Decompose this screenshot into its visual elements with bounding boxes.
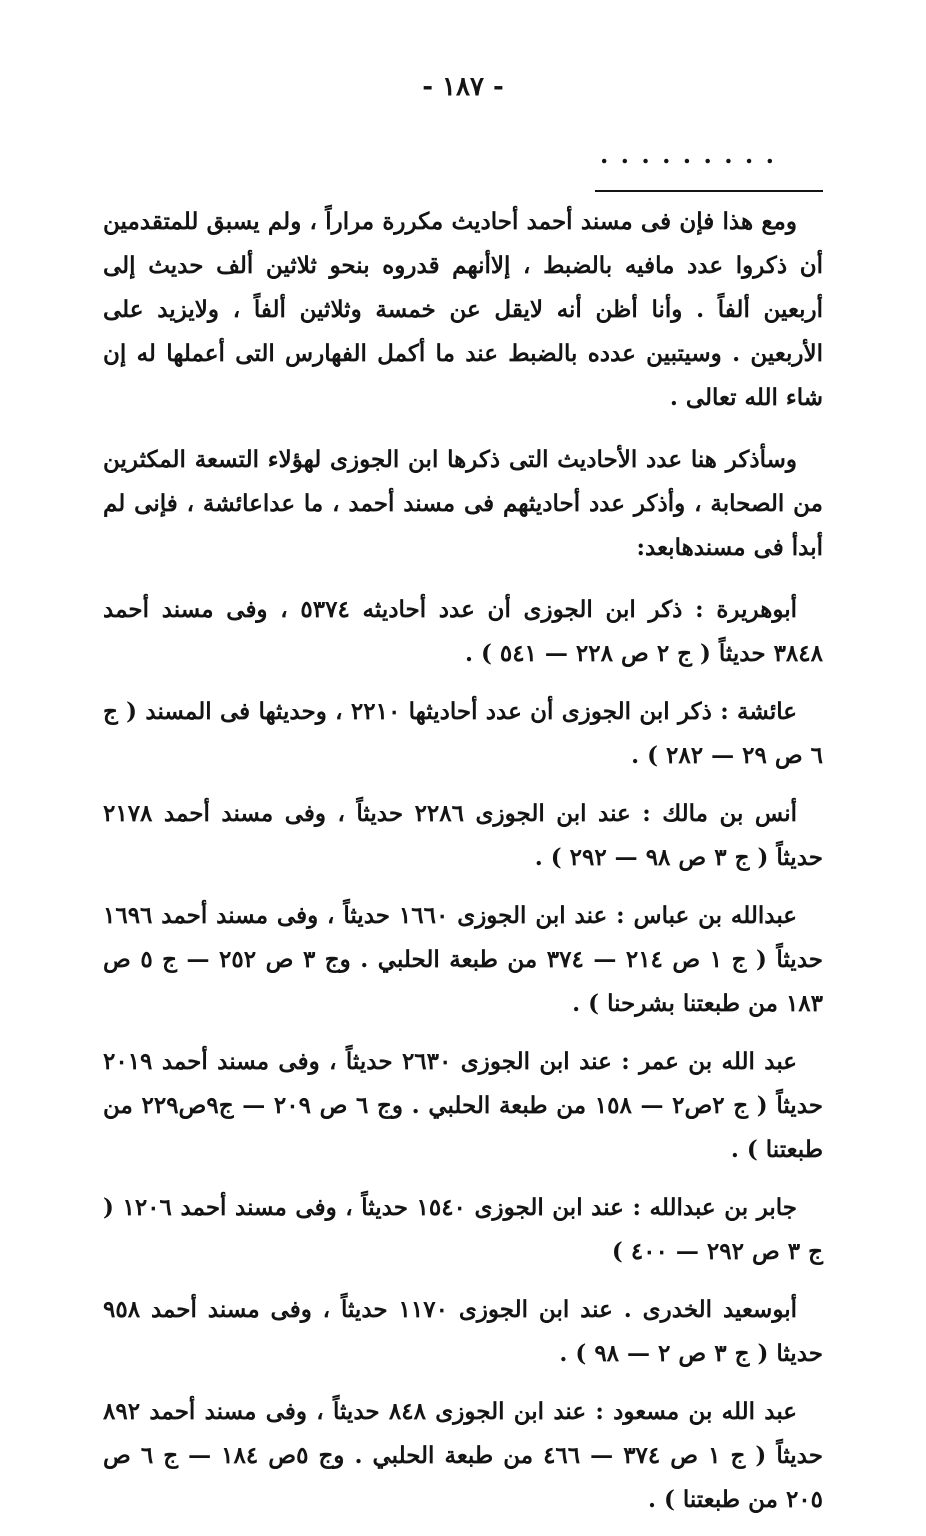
page-number: - ١٨٧ - (422, 72, 504, 102)
entry-anas (103, 792, 823, 880)
entry-name: عبد الله بن مسعود : (595, 1398, 797, 1425)
paragraph-intro: ومع هذا فإن فى مسند أحمد أحاديث مكررة مراراً ، ولم يسبق للمتقدمين أن ذكروا عدد مافيه بالضبط ، إلاأنهم قدروه بنحو ثلاثين ألف حديث إلى أربعين ألفاً . وأنا أظن أنه لايقل عن خمسة وثلاثين ألفاً ، ولايزيد على الأربعين . وسيتبين عدده بالضبط عند ما أكمل الفهارس التى أعملها له إن شاء الله تعالى . (103, 208, 823, 411)
entry-name: أبوهريرة : (695, 596, 798, 623)
paragraph-list-intro: وسأذكر هنا عدد الأحاديث التى ذكرها ابن الجوزى لهؤلاء التسعة المكثرين من الصحابة ، وأذكر عدد أحاديثهم فى مسند أحمد ، ما عداعائشة ، فإنى لم أبدأ فى مسندهابعد: (103, 446, 823, 561)
entry-name: أبوسعيد الخدرى . (623, 1296, 797, 1323)
entry-text: عند ابن الجوزى ٢٦٣٠ حديثاً ، وفى مسند أحمد ٢٠١٩ حديثاً ( ج ٢ص٢ — ١٥٨ من طبعة الحلبي . وج ٦ ص ٢٠٩ — ج٩ص٢٢٩ من طبعتنا ) . (103, 1048, 823, 1163)
ellipsis-separator: . . . . . . . . . (599, 140, 776, 169)
entry-text: ذكر ابن الجوزى أن عدد أحاديثه ٥٣٧٤ ، وفى مسند أحمد ٣٨٤٨ حديثاً ( ج ٢ ص ٢٢٨ — ٥٤١ ) . (103, 596, 823, 667)
entry-jabir (103, 1186, 823, 1274)
footnote-rule (595, 190, 823, 192)
entry-name: أنس بن مالك : (642, 800, 797, 827)
entry-text: عند ابن الجوزى ١٦٦٠ حديثاً ، وفى مسند أحمد ١٦٩٦ حديثاً ( ج ١ ص ٢١٤ — ٣٧٤ من طبعة الحلبي . وج ٣ ص ٢٥٢ — ج ٥ ص ١٨٣ من طبعتنا بشرحنا ) . (103, 902, 823, 1017)
entry-text: عند ابن الجوزى ٨٤٨ حديثاً ، وفى مسند أحمد ٨٩٢ حديثاً ( ج ١ ص ٣٧٤ — ٤٦٦ من طبعة الحلبي . وج ٥ص ١٨٤ — ج ٦ ص ٢٠٥ من طبعتنا ) . (103, 1398, 823, 1513)
entry-aisha (103, 690, 823, 778)
entry-abu-hurayra (103, 588, 823, 676)
entry-abu-said (103, 1288, 823, 1376)
body-text (103, 200, 823, 1536)
entry-ibn-masud (103, 1390, 823, 1522)
entry-ibn-abbas (103, 894, 823, 1026)
entry-name: عائشة : (720, 698, 798, 725)
entry-name: عبد الله بن عمر : (621, 1048, 797, 1075)
entry-text: عند ابن الجوزى ١١٧٠ حديثاً ، وفى مسند أحمد ٩٥٨ حديثا ( ج ٣ ص ٢ — ٩٨ ) . (103, 1296, 823, 1367)
entry-text: عند ابن الجوزى ٢٢٨٦ حديثاً ، وفى مسند أحمد ٢١٧٨ حديثاً ( ج ٣ ص ٩٨ — ٢٩٢ ) . (103, 800, 823, 871)
entry-ibn-umar (103, 1040, 823, 1172)
entry-name: عبدالله بن عباس : (616, 902, 797, 929)
entry-text: ذكر ابن الجوزى أن عدد أحاديثها ٢٢١٠ ، وحديثها فى المسند ( ج ٦ ص ٢٩ — ٢٨٢ ) . (103, 698, 823, 769)
entry-name: جابر بن عبدالله : (632, 1194, 798, 1221)
entry-text: عند ابن الجوزى ١٥٤٠ حديثاً ، وفى مسند أحمد ١٢٠٦ ( ج ٣ ص ٢٩٢ — ٤٠٠ ) (103, 1194, 823, 1265)
